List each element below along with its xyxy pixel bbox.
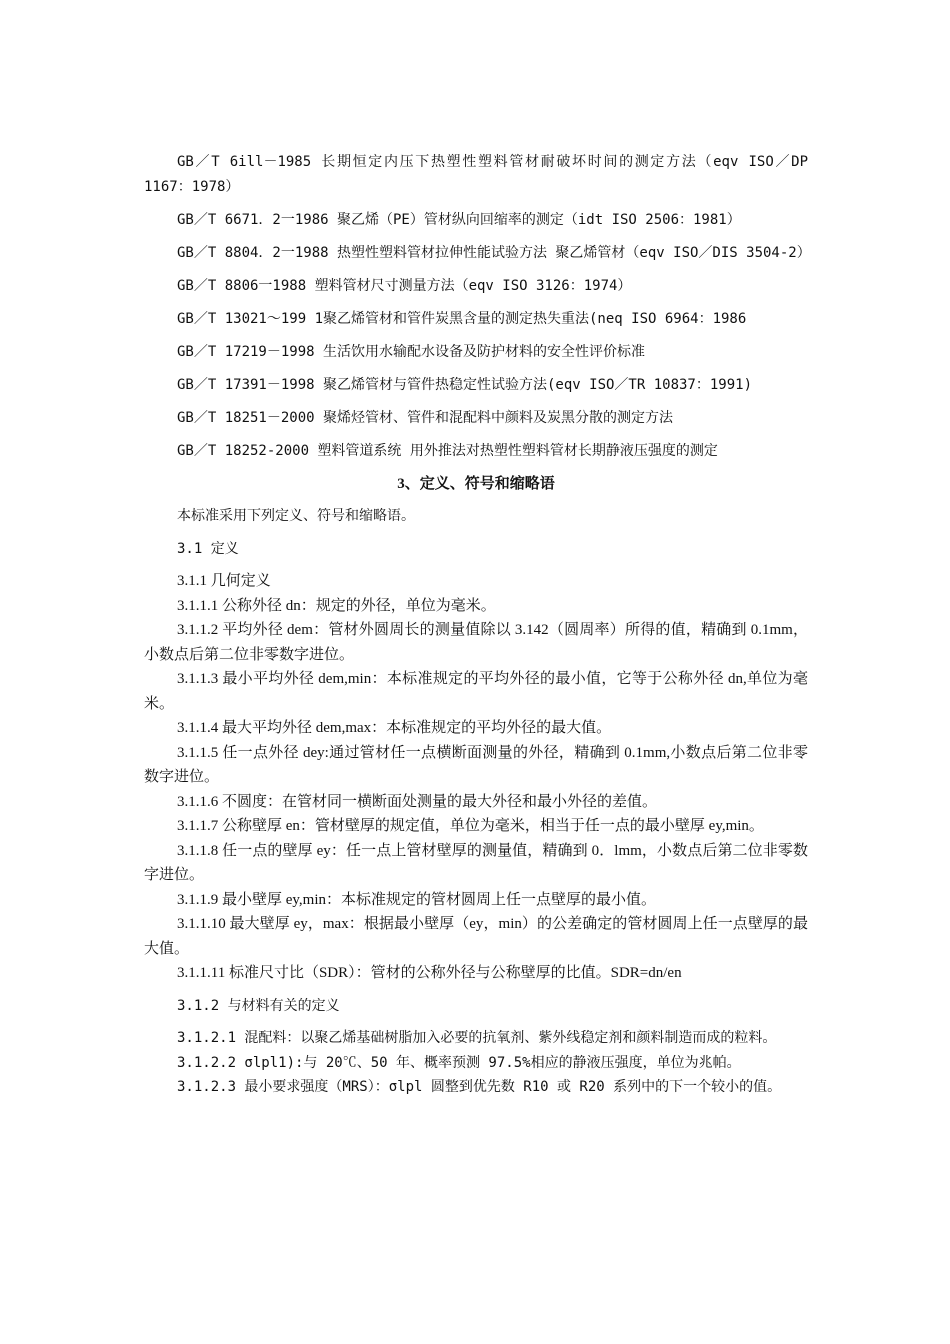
subsection-3-1-1: 3.1.1 几何定义	[177, 573, 271, 589]
definition-item: 3.1.1.10 最大壁厚 ey，max：根据最小壁厚（ey，min）的公差确定的管材圆周上任一点壁厚的最大值。	[144, 916, 808, 957]
definition-item: 3.1.1.9 最小壁厚 ey,min：本标准规定的管材圆周上任一点壁厚的最小值。	[177, 891, 657, 908]
reference-entry: GB／T 8806一1988 塑料管材尺寸测量方法（eqv ISO 3126：1974）	[177, 278, 632, 294]
definition-item: 3.1.1.6 不圆度：在管材同一横断面处测量的最大外径和最小外径的差值。	[177, 793, 658, 810]
subsection-3-1-2: 3.1.2 与材料有关的定义	[177, 997, 340, 1014]
definition-item: 3.1.1.8 任一点的壁厚 ey：任一点上管材壁厚的测量值，精确到 0．lmm，小数点后第二位非零数字进位。	[144, 842, 808, 883]
reference-entry: GB／T 13021～199 1聚乙烯管材和管件炭黑含量的测定热失重法(neq ISO 6964：1986	[177, 311, 747, 327]
reference-entry: GB／T 8804．2一1988 热塑性塑料管材拉伸性能试验方法 聚乙烯管材（eqv ISO／DIS 3504-2）	[177, 245, 811, 261]
document-body	[144, 150, 811, 1100]
reference-entry: GB／T 6671．2一1986 聚乙烯（PE）管材纵向回缩率的测定（idt ISO 2506：1981）	[177, 212, 741, 228]
reference-entry: GB／T 18252-2000 塑料管道系统 用外推法对热塑性塑料管材长期静液压强度的测定	[177, 443, 718, 459]
material-definition-item: 3.1.2.2 σlpl1):与 20℃、50 年、概率预测 97.5%相应的静液压强度，单位为兆帕。	[177, 1054, 741, 1071]
reference-entry: GB／T 6ill－1985 长期恒定内压下热塑性塑料管材耐破坏时间的测定方法（eqv ISO／DP 1167：1978）	[144, 154, 808, 195]
definition-item: 3.1.1.7 公称壁厚 en：管材壁厚的规定值，单位为毫米，相当于任一点的最小壁厚 ey,min。	[177, 818, 764, 834]
definition-item: 3.1.1.5 任一点外径 dey:通过管材任一点横断面测量的外径，精确到 0.1mm,小数点后第二位非零数字进位。	[144, 744, 808, 785]
definition-item: 3.1.1.11 标准尺寸比（SDR）：管材的公称外径与公称壁厚的比值。SDR=dn/en	[177, 965, 682, 981]
section-heading: 3、定义、符号和缩略语	[397, 476, 555, 492]
reference-entry: GB／T 18251－2000 聚烯烃管材、管件和混配料中颜料及炭黑分散的测定方法	[177, 410, 674, 426]
material-definition-item: 3.1.2.1 混配料：以聚乙烯基础树脂加入必要的抗氧剂、紫外线稳定剂和颜料制造而成的粒料。	[177, 1030, 777, 1046]
definition-item: 3.1.1.1 公称外径 dn：规定的外径，单位为毫米。	[177, 597, 496, 614]
definition-item: 3.1.1.3 最小平均外径 dem,min：本标准规定的平均外径的最小值，它等于公称外径 dn,单位为毫米。	[144, 671, 808, 712]
material-definition-item: 3.1.2.3 最小要求强度（MRS）：σlpl 圆整到优先数 R10 或 R20 系列中的下一个较小的值。	[177, 1079, 782, 1095]
definition-item: 3.1.1.4 最大平均外径 dem,max：本标准规定的平均外径的最大值。	[177, 720, 612, 736]
reference-entry: GB／T 17391－1998 聚乙烯管材与管件热稳定性试验方法(eqv ISO／TR 10837：1991)	[177, 377, 753, 393]
reference-entry: GB／T 17219－1998 生活饮用水输配水设备及防护材料的安全性评价标准	[177, 344, 646, 360]
intro-paragraph: 本标准采用下列定义、符号和缩略语。	[177, 508, 415, 524]
definition-item: 3.1.1.2 平均外径 dem：管材外圆周长的测量值除以 3.142（圆周率）所得的值，精确到 0.1mm，小数点后第二位非零数字进位。	[144, 622, 808, 663]
subsection-3-1: 3.1 定义	[177, 540, 239, 557]
